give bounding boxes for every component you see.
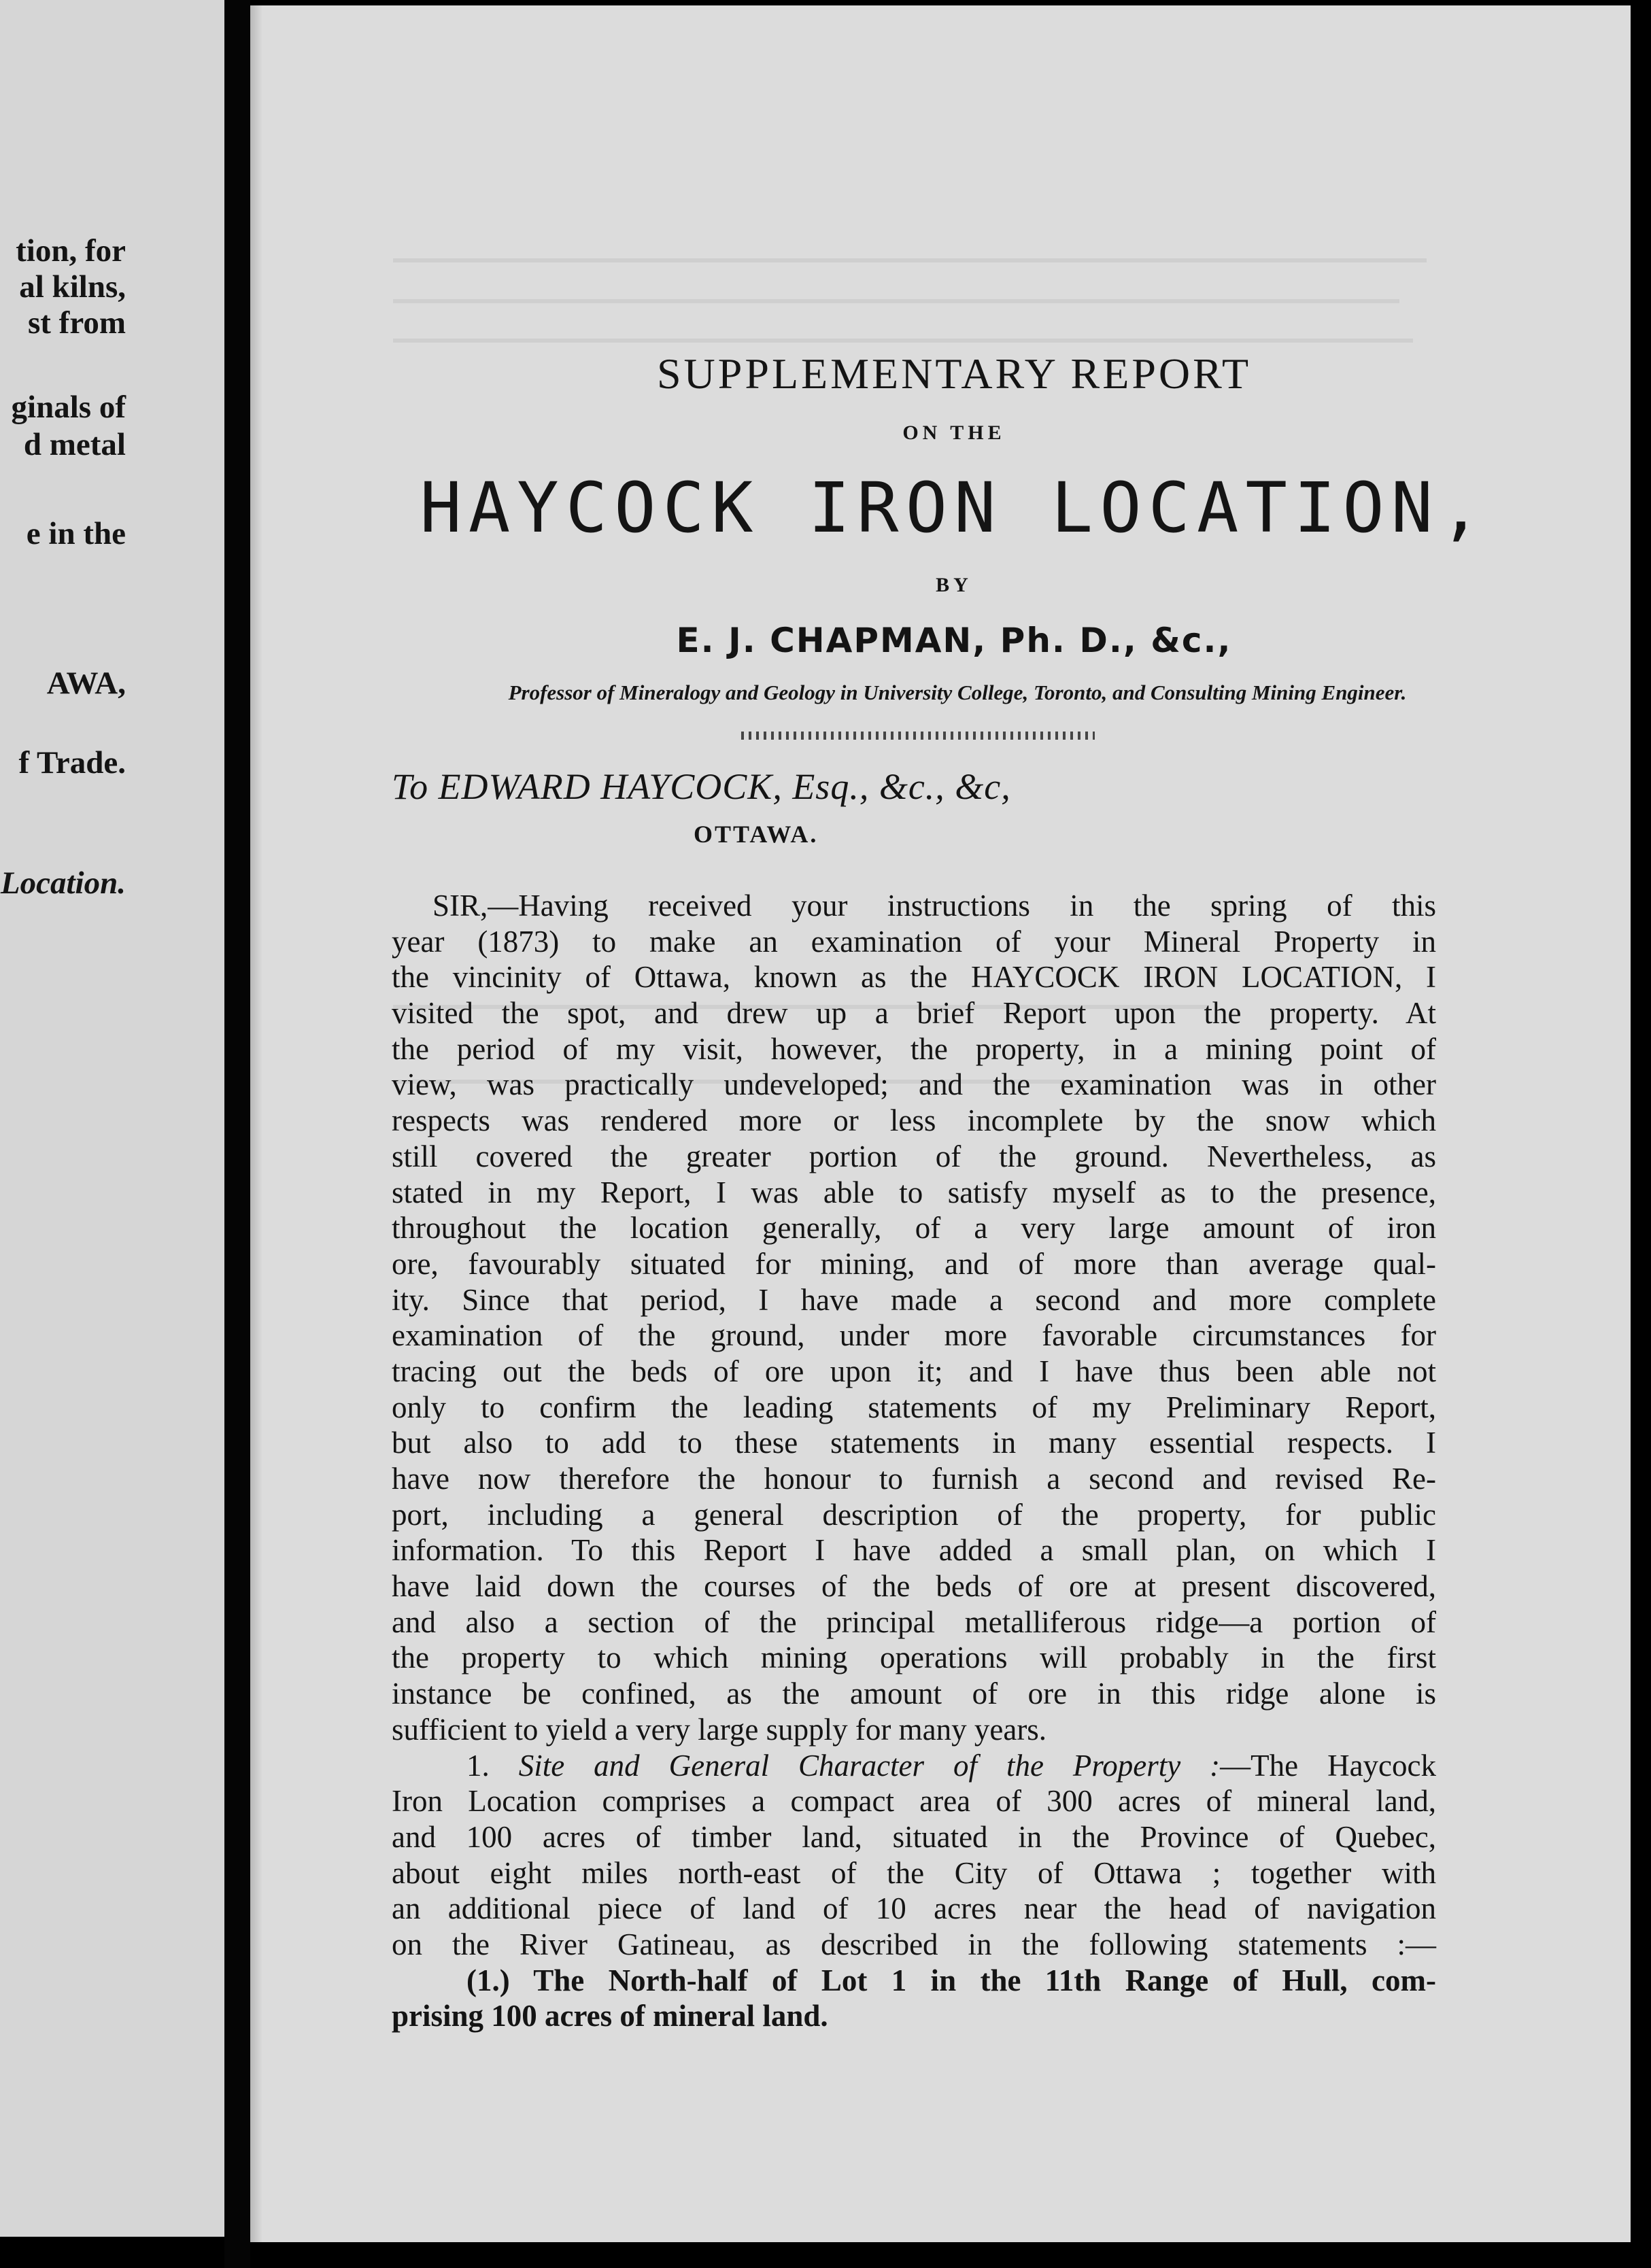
left-page-line: AWA,: [46, 666, 126, 701]
addressee-place: OTTAWA.: [694, 821, 819, 848]
title-connector: ON THE: [902, 422, 1006, 444]
section-heading-line: [392, 1748, 1436, 1784]
body-line: SIR,—Having received your instructions in the spring of this: [432, 889, 1436, 923]
body-line: have now therefore the honour to furnish a second and revised Re-: [392, 1462, 1436, 1496]
report-main-title: HAYCOCK IRON LOCATION,: [420, 468, 1488, 549]
body-line: the period of my visit, however, the property, in a mining point of: [392, 1031, 1436, 1066]
left-page-line: al kilns,: [19, 269, 126, 305]
report-title: SUPPLEMENTARY REPORT: [656, 349, 1252, 398]
left-facing-page: [0, 0, 224, 2237]
section-heading: Site and General Character of the Property :: [518, 1748, 1221, 1783]
left-page-line: f Trade.: [18, 745, 126, 780]
bleed-through-line: [393, 299, 1399, 303]
main-page: [250, 5, 1631, 2242]
left-page-line: st from: [27, 305, 126, 341]
body-line: visited the spot, and drew up a brief Report upon the property. At: [392, 996, 1436, 1031]
page-edge-shadow: [250, 5, 262, 2242]
left-page-line: e in the: [26, 516, 126, 551]
body-line: and also a section of the principal metalliferous ridge—a portion of: [392, 1604, 1436, 1639]
section-heading-continuation: —The Haycock: [1220, 1748, 1436, 1783]
body-line: Iron Location comprises a compact area of 300 acres of mineral land,: [392, 1784, 1436, 1819]
left-page-line: Location.: [0, 865, 126, 901]
book-gutter: [224, 0, 250, 2268]
list-item-line: (1.) The North-half of Lot 1 in the 11th Range of Hull, com-: [466, 1963, 1436, 1997]
body-line: ore, favourably situated for mining, and of more than average qual-: [392, 1246, 1436, 1281]
body-line: the property to which mining operations will probably in the first: [392, 1640, 1436, 1675]
body-line: examination of the ground, under more favorable circumstances for: [392, 1318, 1436, 1353]
body-line: the vincinity of Ottawa, known as the HAYCOCK IRON LOCATION, I: [392, 960, 1436, 995]
body-line: only to confirm the leading statements of my Preliminary Report,: [392, 1390, 1436, 1424]
list-item-line: prising 100 acres of mineral land.: [392, 1999, 828, 2033]
body-line: an additional piece of land of 10 acres near the head of navigation: [392, 1891, 1436, 1926]
body-line: but also to add to these statements in many essential respects. I: [392, 1426, 1436, 1460]
ornamental-rule: [741, 732, 1095, 740]
body-line: about eight miles north-east of the City of Ottawa ; together with: [392, 1855, 1436, 1890]
bleed-through-line: [393, 339, 1413, 343]
left-page-line: tion, for: [16, 233, 126, 269]
body-line: instance be confined, as the amount of ore in this ridge alone is: [392, 1677, 1436, 1711]
body-line: still covered the greater portion of the ground. Nevertheless, as: [392, 1139, 1436, 1173]
body-line: year (1873) to make an examination of your Mineral Property in: [392, 924, 1436, 959]
author-affiliation: Professor of Mineralogy and Geology in University College, Toronto, and Consulting Mining Engineer.: [508, 681, 1407, 704]
left-page-line: ginals of: [11, 390, 126, 425]
body-line: view, was practically undeveloped; and the examination was in other: [392, 1067, 1436, 1102]
body-line: respects was rendered more or less incomplete by the snow which: [392, 1103, 1436, 1138]
bleed-through-line: [393, 258, 1427, 262]
addressee-line: To EDWARD HAYCOCK, Esq., &c., &c,: [392, 766, 1011, 807]
body-line: and 100 acres of timber land, situated in the Province of Quebec,: [392, 1819, 1436, 1854]
byline-label: BY: [936, 574, 972, 596]
body-line: sufficient to yield a very large supply for many years.: [392, 1712, 1047, 1747]
body-line: port, including a general description of the property, for public: [392, 1497, 1436, 1532]
letter-body: [392, 888, 1436, 2034]
section-number: 1.: [466, 1748, 490, 1783]
body-line: ity. Since that period, I have made a second and more complete: [392, 1282, 1436, 1317]
body-line: information. To this Report I have added a small plan, on which I: [392, 1533, 1436, 1568]
author-name: E. J. CHAPMAN, Ph. D., &c.,: [676, 621, 1232, 660]
body-line: tracing out the beds of ore upon it; and I have thus been able not: [392, 1354, 1436, 1388]
body-line: throughout the location generally, of a very large amount of iron: [392, 1211, 1436, 1245]
body-line: stated in my Report, I was able to satisfy myself as to the presence,: [392, 1175, 1436, 1209]
left-page-line: d metal: [23, 427, 126, 462]
body-line: on the River Gatineau, as described in the following statements :—: [392, 1927, 1436, 1961]
body-line: have laid down the courses of the beds of ore at present discovered,: [392, 1569, 1436, 1604]
